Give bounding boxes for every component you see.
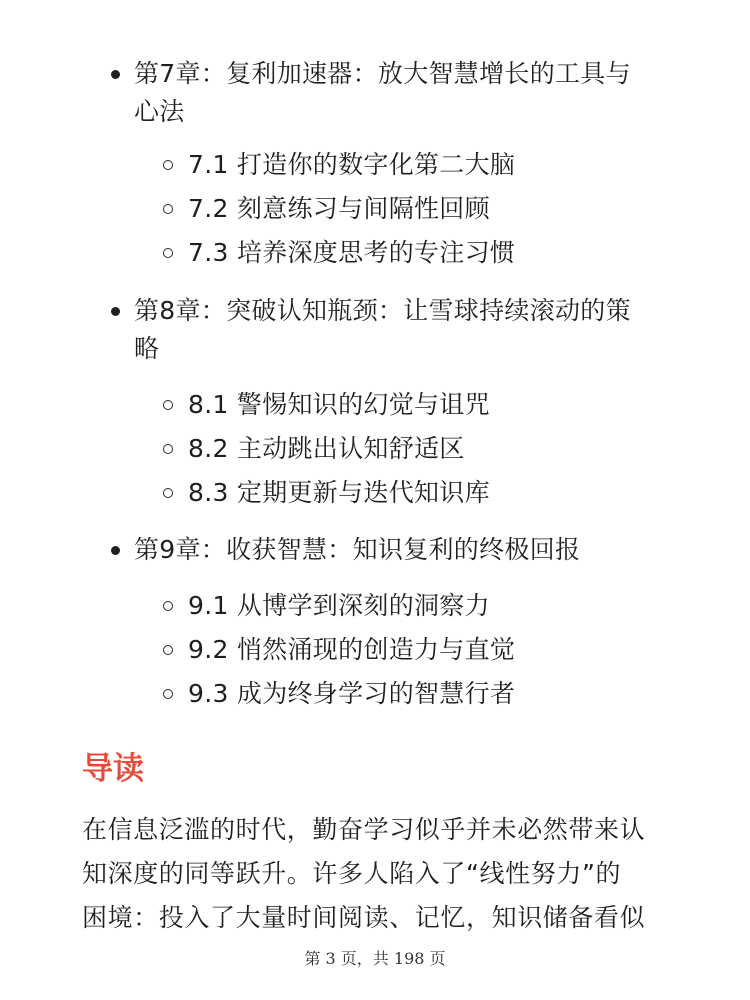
bullet-icon xyxy=(111,546,120,555)
circle-bullet-icon xyxy=(163,160,173,170)
toc-section xyxy=(0,386,750,426)
section-title: 8.1 警惕知识的幻觉与诅咒 xyxy=(188,390,490,419)
toc-section xyxy=(0,430,750,470)
chapter-title-line: 心法 xyxy=(134,97,185,126)
section-title: 8.3 定期更新与迭代知识库 xyxy=(188,478,490,507)
toc-section xyxy=(0,234,750,274)
circle-bullet-icon xyxy=(163,689,173,699)
chapter-title-line: 第7章：复利加速器：放大智慧增长的工具与 xyxy=(134,59,631,88)
circle-bullet-icon xyxy=(163,645,173,655)
bullet-icon xyxy=(111,70,120,79)
circle-bullet-icon xyxy=(163,248,173,258)
intro-paragraph xyxy=(82,808,678,940)
section-title: 9.1 从博学到深刻的洞察力 xyxy=(188,591,490,620)
circle-bullet-icon xyxy=(163,488,173,498)
intro-heading: 导读 xyxy=(82,751,144,787)
chapter-title xyxy=(134,55,694,131)
chapter-title-line: 略 xyxy=(134,334,160,363)
section-title: 9.3 成为终身学习的智慧行者 xyxy=(188,679,516,708)
paragraph-line: 困境：投入了大量时间阅读、记忆，知识储备看似 xyxy=(82,903,646,932)
toc-section xyxy=(0,631,750,671)
section-title: 7.2 刻意练习与间隔性回顾 xyxy=(188,194,490,223)
chapter-title-line: 第9章：收获智慧：知识复利的终极回报 xyxy=(134,535,581,564)
paragraph-line: 在信息泛滥的时代，勤奋学习似乎并未必然带来认 xyxy=(82,815,646,844)
toc-section xyxy=(0,474,750,514)
section-title: 7.3 培养深度思考的专注习惯 xyxy=(188,238,516,267)
section-title: 8.2 主动跳出认知舒适区 xyxy=(188,434,465,463)
circle-bullet-icon xyxy=(163,400,173,410)
circle-bullet-icon xyxy=(163,601,173,611)
section-title: 7.1 打造你的数字化第二大脑 xyxy=(188,150,516,179)
chapter-title xyxy=(134,292,694,368)
bullet-icon xyxy=(111,307,120,316)
toc-section xyxy=(0,587,750,627)
section-title: 9.2 悄然涌现的创造力与直觉 xyxy=(188,635,516,664)
toc-section xyxy=(0,190,750,230)
chapter-title xyxy=(134,531,694,569)
toc-section xyxy=(0,675,750,715)
circle-bullet-icon xyxy=(163,444,173,454)
paragraph-line: 知深度的同等跃升。许多人陷入了“线性努力”的 xyxy=(82,859,622,888)
circle-bullet-icon xyxy=(163,204,173,214)
chapter-title-line: 第8章：突破认知瓶颈：让雪球持续滚动的策 xyxy=(134,296,631,325)
toc-section xyxy=(0,146,750,186)
page-number-footer: 第 3 页，共 198 页 xyxy=(304,949,446,968)
